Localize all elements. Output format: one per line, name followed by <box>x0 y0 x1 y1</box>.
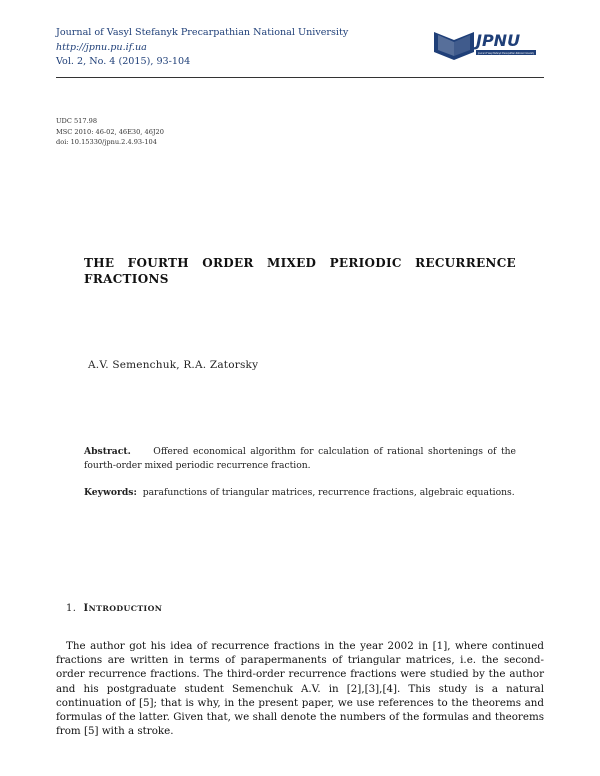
section-heading <box>66 603 162 614</box>
doi[interactable]: doi: 10.15330/jpnu.2.4.93-104 <box>56 138 157 146</box>
journal-name: Journal of Vasyl Stefanyk Precarpathian National University <box>56 27 349 38</box>
header-rule <box>56 77 544 78</box>
jpnu-logo <box>432 22 538 62</box>
identifiers <box>56 116 164 148</box>
abstract <box>84 445 516 472</box>
introduction-paragraph: The author got his idea of recurrence fractions in the year 2002 in [1], where continued fractions are written in terms of parapermanents of triangular matrices, i.e. the second-order recurrence fractions. The third-order recurrence fractions were studied by the author and his postgraduate student Semenchuk A.V. in [2],[3],[4]. This study is a natural continuation of [5]; that is why, in the present paper, we use references to the theorems and formulas of the latter. Given that, we shall denote the numbers of the formulas and theorems from [5] with a stroke. <box>56 640 544 738</box>
paper-title: THE FOURTH ORDER MIXED PERIODIC RECURRENCE FRACTIONS <box>84 256 516 286</box>
udc-code: UDC 517.98 <box>56 117 98 125</box>
logo-subtext: Journal of Vasyl Stefanyk Precarpathian National University <box>477 51 535 55</box>
authors: A.V. Semenchuk, R.A. Zatorsky <box>88 359 259 371</box>
section-number: 1. <box>66 603 77 614</box>
section-title-initial: I <box>83 603 89 614</box>
section-title-rest: NTRODUCTION <box>88 604 163 613</box>
abstract-label: Abstract. <box>84 446 131 457</box>
journal-volume: Vol. 2, No. 4 (2015), 93-104 <box>56 56 191 67</box>
keywords-label: Keywords: <box>84 487 137 498</box>
abstract-text: Offered economical algorithm for calculation of rational shortenings of the fourth-order mixed periodic recurrence fraction. <box>84 446 516 471</box>
journal-header <box>56 26 348 70</box>
msc-code: MSC 2010: 46-02, 46E30, 46J20 <box>56 127 164 136</box>
keywords <box>84 486 524 500</box>
logo-text: JPNU <box>476 31 521 50</box>
journal-url[interactable]: http://jpnu.pu.if.ua <box>56 41 147 53</box>
keywords-text: parafunctions of triangular matrices, recurrence fractions, algebraic equations. <box>142 487 515 498</box>
